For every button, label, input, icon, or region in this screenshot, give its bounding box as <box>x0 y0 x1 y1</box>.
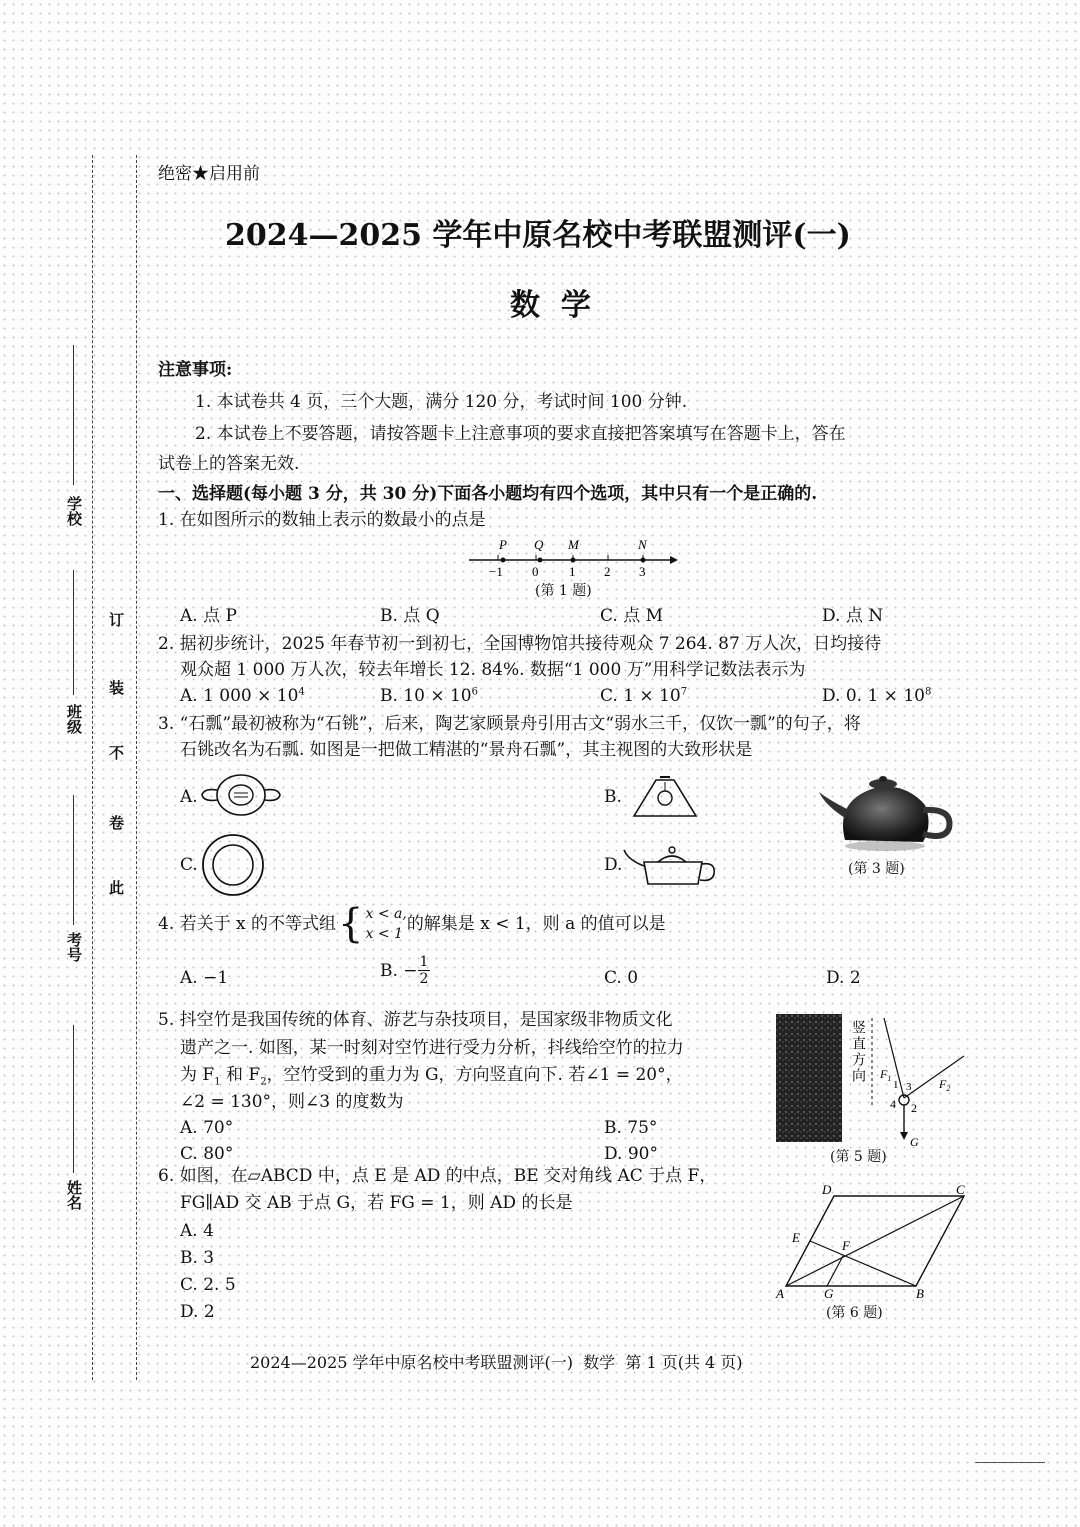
q2-option-c[interactable]: C. $1 \times 10^7$ <box>600 686 688 706</box>
seal-char-5: 订 <box>107 612 125 627</box>
q3-option-a-figure[interactable] <box>198 770 284 820</box>
q1-point-Q: Q <box>534 537 544 552</box>
q1-option-c[interactable]: C. 点 M <box>600 606 664 626</box>
q3-figure-caption: (第 3 题) <box>848 861 905 877</box>
q2-stem-line-2: 观众超 1 000 万人次，较去年增长 12. 84%. 数据“1 000 万”用科学记数法表示为 <box>180 660 806 680</box>
q5-stem-line-1: 5. 抖空竹是我国传统的体育、游艺与杂技项目，是国家级非物质文化 <box>158 1010 673 1030</box>
notice-item-2-cont: 试卷上的答案无效. <box>158 454 300 474</box>
seal-char-2: 卷 <box>107 815 125 830</box>
q3-option-d-figure[interactable] <box>622 834 718 890</box>
gutter-label-exam-number: 考号 <box>65 932 83 962</box>
q6-option-a[interactable]: A. 4 <box>180 1221 214 1241</box>
notice-heading: 注意事项: <box>158 360 233 380</box>
q3-stem-line-1: 3. “石瓢”最初被称为“石铫”，后来，陶艺家顾景舟引用古文“弱水三千，仅饮一瓢”的句子，将 <box>158 714 861 734</box>
q2-option-b[interactable]: B. $10 \times 10^6$ <box>380 686 478 706</box>
q3-option-a-label[interactable]: A. <box>180 787 198 807</box>
q4-option-d[interactable]: D. 2 <box>826 968 861 988</box>
q3-teapot-photo <box>815 770 960 852</box>
notice-item-1: 1. 本试卷共 4 页，三个大题，满分 120 分，考试时间 100 分钟. <box>195 392 688 412</box>
q3-option-d-label[interactable]: D. <box>604 855 623 875</box>
q3-option-b-figure[interactable] <box>624 770 704 822</box>
q1-tick-label: 3 <box>639 564 646 579</box>
q5-photo <box>776 1014 842 1142</box>
q1-stem: 1. 在如图所示的数轴上表示的数最小的点是 <box>158 510 486 530</box>
q6-parallelogram-figure <box>772 1180 972 1300</box>
q1-tick-label: 1 <box>569 564 576 579</box>
q1-figure-caption: (第 1 题) <box>535 583 592 599</box>
q4-stem: 4. 若关于 x 的不等式组 { x < a, x < 1 的解集是 x < 1，则 a 的值可以是 <box>158 901 666 947</box>
gutter-label-class: 班级 <box>65 704 83 734</box>
seal-char-3: 不 <box>107 745 125 760</box>
q6-option-b[interactable]: B. 3 <box>180 1248 215 1268</box>
seal-char-4: 装 <box>107 680 125 695</box>
subject-title: 数 学 <box>510 288 591 323</box>
seal-char-1: 此 <box>107 880 125 895</box>
section-1-heading: 一、选择题(每小题 3 分，共 30 分)下面各小题均有四个选项，其中只有一个是正确的. <box>158 484 818 504</box>
footer-rule <box>975 1462 1045 1463</box>
q1-point-M: M <box>568 537 579 552</box>
class-fill-line[interactable] <box>73 570 74 695</box>
q6-stem-line-2: FG∥AD 交 AB 于点 G，若 FG = 1，则 AD 的长是 <box>180 1193 573 1213</box>
q5-figure-caption: (第 5 题) <box>830 1149 887 1165</box>
q2-stem-line-1: 2. 据初步统计，2025 年春节初一到初七，全国博物馆共接待观众 7 264. 87 万人次，日均接待 <box>158 634 882 654</box>
q2-option-d[interactable]: D. 0. $1 \times 10^8$ <box>822 686 932 706</box>
q2-option-a[interactable]: A. 1 $000 \times 10^4$ <box>180 686 305 706</box>
gutter-label-name: 姓名 <box>65 1180 83 1210</box>
q5-option-b[interactable]: B. 75° <box>604 1118 658 1138</box>
binding-line-inner <box>136 155 137 1380</box>
q6-figure-caption: (第 6 题) <box>826 1305 883 1321</box>
q6-option-c[interactable]: C. 2. 5 <box>180 1275 236 1295</box>
q3-option-b-label[interactable]: B. <box>604 787 622 807</box>
exam-number-fill-line[interactable] <box>73 795 74 925</box>
q5-stem-line-3: 为 $F_1$ 和 $F_2$，空竹受到的重力为 G，方向竖直向下. 若∠1 = 20°， <box>180 1065 683 1088</box>
q6-option-d[interactable]: D. 2 <box>180 1302 215 1322</box>
q1-tick-label: 0 <box>532 564 539 579</box>
q3-stem-line-2: 石铫改名为石瓢. 如图是一把做工精湛的“景舟石瓢”，其主视图的大致形状是 <box>180 740 753 760</box>
q6-stem-line-1: 6. 如图，在▱ABCD 中，点 E 是 AD 的中点，BE 交对角线 AC 于点 F， <box>158 1166 717 1186</box>
q6-point-E: E <box>792 1230 800 1245</box>
q6-point-G: G <box>824 1286 834 1300</box>
q3-option-c-figure[interactable] <box>198 830 268 900</box>
q1-point-N: N <box>638 537 647 552</box>
q1-tick-label: 2 <box>604 564 611 579</box>
gutter-label-school: 学校 <box>65 496 83 526</box>
q5-angle-1: 1 <box>893 1079 899 1091</box>
q1-option-d[interactable]: D. 点 N <box>822 606 884 626</box>
exam-title: 2024—2025 学年中原名校中考联盟测评(一) <box>225 218 851 253</box>
q5-angle-2: 2 <box>911 1101 917 1115</box>
q6-point-A: A <box>776 1286 784 1300</box>
q5-stem-line-4: ∠2 = 130°，则∠3 的度数为 <box>180 1092 404 1112</box>
q4-system-line-2: x < 1 <box>365 926 403 942</box>
q3-option-c-label[interactable]: C. <box>180 855 198 875</box>
name-fill-line[interactable] <box>73 1025 74 1173</box>
q5-stem-line-2: 遗产之一. 如图，某一时刻对空竹进行受力分析，抖线给空竹的拉力 <box>180 1038 684 1058</box>
q6-point-C: C <box>956 1182 965 1197</box>
confidential-label: 绝密★启用前 <box>158 164 260 184</box>
q1-option-b[interactable]: B. 点 Q <box>380 606 440 626</box>
q5-angle-3: 3 <box>906 1081 912 1093</box>
q4-system-line-1: x < a, <box>365 906 407 922</box>
q1-option-a[interactable]: A. 点 P <box>180 606 237 626</box>
q5-vertical-direction-label: 竖直方向 <box>850 1020 866 1084</box>
q5-label-F2: $F_2$ <box>939 1077 951 1093</box>
q1-number-line-figure <box>465 532 680 582</box>
q1-point-P: P <box>499 537 507 552</box>
q6-point-D: D <box>822 1182 832 1197</box>
q5-diabolo-figure <box>772 1008 972 1148</box>
q5-option-a[interactable]: A. 70° <box>180 1118 234 1138</box>
q5-label-G: G <box>910 1135 919 1148</box>
binding-line-outer <box>92 155 93 1380</box>
q5-option-c[interactable]: C. 80° <box>180 1144 234 1164</box>
q6-point-F: F <box>842 1238 850 1253</box>
q1-tick-label: −1 <box>489 564 503 579</box>
q4-option-b[interactable]: B. − $\frac{1}{2}$ <box>380 954 429 987</box>
notice-item-2: 2. 本试卷上不要答题，请按答题卡上注意事项的要求直接把答案填写在答题卡上，答在 <box>195 424 846 444</box>
q5-angle-4: 4 <box>890 1097 896 1111</box>
page-footer: 2024—2025 学年中原名校中考联盟测评(一) 数学 第 1 页(共 4 页) <box>250 1353 743 1372</box>
school-fill-line[interactable] <box>73 345 74 485</box>
q5-option-d[interactable]: D. 90° <box>604 1144 658 1164</box>
q5-label-F1: $F_1$ <box>880 1067 892 1083</box>
q6-point-B: B <box>916 1286 924 1300</box>
q4-option-a[interactable]: A. −1 <box>180 968 229 988</box>
q4-option-c[interactable]: C. 0 <box>604 968 639 988</box>
